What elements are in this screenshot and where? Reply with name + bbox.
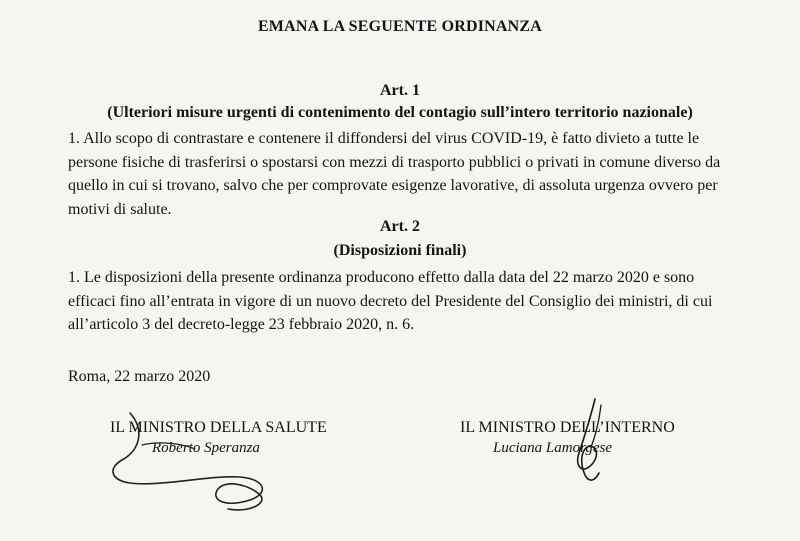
right-signature-scribble	[555, 395, 625, 490]
article-2-line: all’articolo 3 del decreto-legge 23 febbraio 2020, n. 6.	[68, 316, 415, 333]
right-minister-title: IL MINISTRO DELL’INTERNO	[460, 419, 675, 436]
article-1-title: Art. 1	[380, 82, 420, 99]
place-date: Roma, 22 marzo 2020	[68, 368, 211, 385]
article-2-line: 1. Le disposizioni della presente ordinanza producono effetto dalla data del 22 marzo 2020 e sono	[68, 269, 695, 286]
article-2-paragraph	[68, 266, 738, 337]
article-1-line: 1. Allo scopo di contrastare e contenere il diffondersi del virus COVID-19, è fatto divieto a tutte le	[68, 130, 700, 147]
article-2-subtitle: (Disposizioni finali)	[333, 242, 467, 259]
left-minister-name: Roberto Speranza	[152, 440, 260, 456]
article-1-line: quello in cui si trovano, salvo che per comprovate esigenze lavorative, di assoluta urgenza ovvero per	[68, 177, 718, 194]
article-2-line: efficaci fino all’entrata in vigore di un nuovo decreto del Presidente del Consiglio dei ministri, di cui	[68, 292, 713, 310]
right-minister-name: Luciana Lamorgese	[493, 440, 613, 456]
article-2-title: Art. 2	[380, 218, 420, 235]
article-1-line: motivi di salute.	[68, 200, 172, 218]
article-1-subtitle: (Ulteriori misure urgenti di contenimento del contagio sull’intero territorio nazionale)	[107, 104, 693, 121]
left-minister-title: IL MINISTRO DELLA SALUTE	[110, 419, 327, 436]
article-1-line: persone fisiche di trasferirsi o spostarsi con mezzi di trasporto pubblici o privati in comune diverso da	[68, 153, 721, 171]
article-1-paragraph	[68, 127, 738, 221]
left-signature-scribble	[100, 405, 300, 515]
document-heading: EMANA LA SEGUENTE ORDINANZA	[257, 18, 543, 35]
